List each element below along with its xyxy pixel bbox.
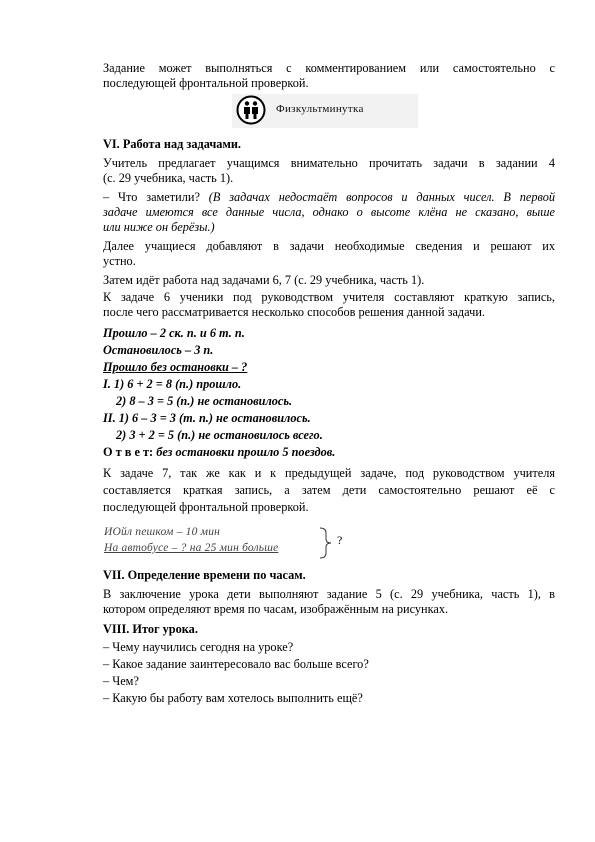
fizkultminutka-banner xyxy=(232,94,418,128)
s6-p1-line-1: Учитель предлагает учащимся внимательно прочитать задачи в задании 4 xyxy=(103,156,555,170)
section-7-heading: VII. Определение времени по часам. xyxy=(103,568,306,582)
solution-line-5: 2) 8 – 3 = 5 (п.) не остановилось. xyxy=(116,394,293,408)
s6-p5-line-2: составляется краткая запись, а затем дети самостоятельно решают её с xyxy=(103,483,555,497)
two-figures-icon xyxy=(236,95,266,125)
solution-line-6: II. 1) 6 – 3 = 3 (т. п.) не остановилось. xyxy=(103,411,311,425)
s6-p2-line-2: устно. xyxy=(103,254,136,268)
solution-line-4: I. 1) 6 + 2 = 8 (п.) прошло. xyxy=(103,377,242,391)
s6-p4-line-1: К задаче 6 ученики под руководством учителя составляют краткую запись, xyxy=(103,290,555,304)
section-6-heading: VI. Работа над задачами. xyxy=(103,137,241,151)
solution-line-3: Прошло без остановки – ? xyxy=(103,360,248,374)
short-record-question: ? xyxy=(337,533,343,547)
answer-text: без остановки прошло 5 поездов. xyxy=(153,445,336,459)
intro-line-1: Задание может выполняться с комментированием или самостоятельно с xyxy=(103,61,555,75)
s8-question-2: – Какое задание заинтересовало вас больше всего? xyxy=(103,657,369,671)
answer-line xyxy=(103,445,555,460)
s8-question-1: – Чему научились сегодня на уроке? xyxy=(103,640,294,654)
answer-label: О т в е т: xyxy=(103,445,154,459)
s6-p3: Затем идёт работа над задачами 6, 7 (с. 29 учебника, часть 1). xyxy=(103,273,425,287)
short-record-row-1: ИОйл пешком – 10 мин xyxy=(104,526,221,538)
banner-label: Физкультминутка xyxy=(276,103,364,115)
right-brace-icon xyxy=(318,527,336,559)
s6-p5-line-3: последующей фронтальной проверкой. xyxy=(103,500,309,514)
short-record-row-2: На автобусе – ? на 25 мин больше xyxy=(104,542,279,554)
s6-p5-line-1: К задаче 7, так же как и к предыдущей задаче, под руководством учителя xyxy=(103,466,555,480)
intro-line-2: последующей фронтальной проверкой. xyxy=(103,76,309,90)
s6-p1-line-2: (с. 29 учебника, часть 1). xyxy=(103,171,234,185)
question-answer-2: задаче имеются все данные числа, однако о высоте клёна не сказано, выше xyxy=(103,205,555,219)
question-answer-3: или ниже он берёзы.) xyxy=(103,220,215,234)
question-line-1 xyxy=(103,190,555,205)
s8-question-4: – Какую бы работу вам хотелось выполнить ещё? xyxy=(103,691,363,705)
question-answer-1: (В задачах недостаёт вопросов и данных чисел. В первой xyxy=(208,190,555,204)
s8-question-3: – Чем? xyxy=(103,674,139,688)
solution-line-7: 2) 3 + 2 = 5 (п.) не остановилось всего. xyxy=(116,428,323,442)
section-8-heading: VIII. Итог урока. xyxy=(103,622,198,636)
solution-line-2: Остановилось – 3 п. xyxy=(103,343,214,357)
solution-line-1: Прошло – 2 ск. п. и 6 т. п. xyxy=(103,326,245,340)
s6-p4-line-2: после чего рассматривается несколько способов решения данной задачи. xyxy=(103,305,485,319)
s6-p2-line-1: Далее учащиеся добавляют в задачи необходимые сведения и решают их xyxy=(103,239,555,253)
s7-line-1: В заключение урока дети выполняют задание 5 (с. 29 учебника, часть 1), в xyxy=(103,587,555,601)
short-record-image xyxy=(104,526,324,560)
s7-line-2: котором определяют время по часам, изображённым на рисунках. xyxy=(103,602,449,616)
question-prefix: – Что заметили? xyxy=(103,190,209,204)
